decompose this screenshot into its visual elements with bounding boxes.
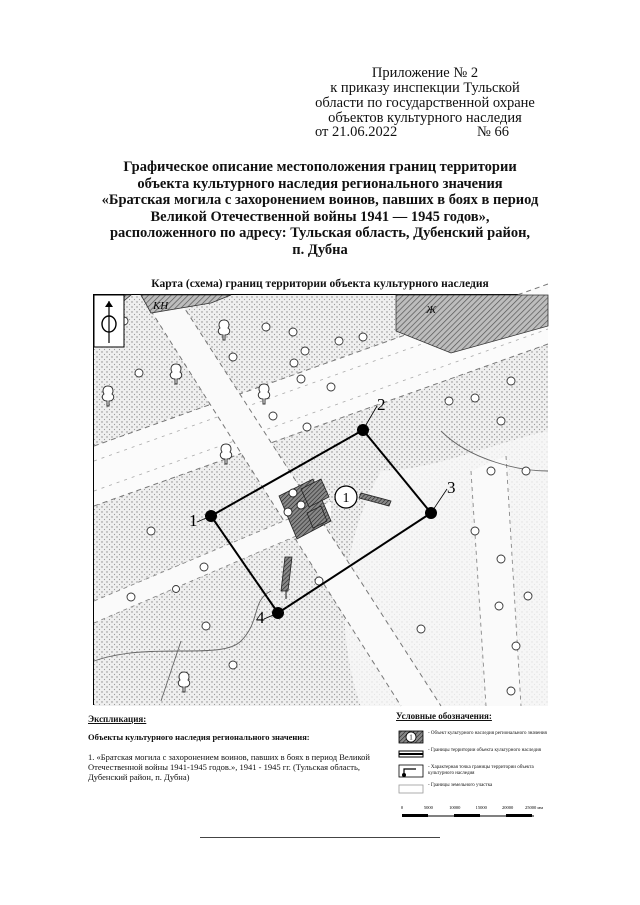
site-map — [93, 294, 547, 705]
site-map-drawing — [94, 295, 548, 706]
appendix-note — [300, 66, 550, 126]
explication-item: 1. «Братская могила с захоронением воинов, павших в боях в период Великой Отечественной войны 1941-1945 годов.», 1941 - 1945 гг. (Тульская область, Дубенский район, п. Дубна) — [88, 752, 370, 782]
scale-label: 15000 — [475, 805, 487, 810]
map-label-zh: Ж — [426, 304, 437, 316]
map-label-kn: КН — [153, 300, 169, 312]
legend-text: - Характерная точка границы территории объекта культурного наследия — [428, 765, 534, 776]
scale-label: 25000 мм — [524, 805, 544, 810]
boundary-point-label: 2 — [377, 395, 386, 414]
legend-item-boundary — [396, 747, 556, 763]
legend — [396, 711, 556, 788]
title-line: Графическое описание местоположения границ территории — [123, 159, 517, 175]
boundary-point-label: 4 — [256, 608, 265, 627]
legend-item-point — [396, 764, 556, 780]
object-number: 1 — [342, 491, 350, 506]
parcel-line-icon — [398, 782, 424, 796]
title-line: объекта культурного наследия регионального значения — [137, 175, 503, 192]
title-line: расположенного по адресу: Тульская область, Дубенский район, — [109, 225, 531, 242]
north-arrow-icon — [94, 295, 124, 347]
document-title — [70, 159, 570, 259]
svg-text:1: 1 — [409, 733, 413, 742]
boundary-point-icon — [398, 764, 424, 778]
object-symbol-icon — [398, 730, 424, 744]
order-number: № 66 — [477, 124, 509, 140]
appendix-line: к приказу инспекции Тульской — [330, 80, 520, 96]
boundary-point-label: 1 — [189, 511, 198, 530]
explication-title: Экспликация: — [88, 714, 147, 724]
legend-text: - Границы территории объекта культурного наследия — [428, 748, 541, 753]
scale-bar — [398, 800, 544, 822]
order-date: от 21.06.2022 — [315, 124, 398, 140]
appendix-line: объектов культурного наследия — [328, 110, 522, 126]
boundary-point-label: 3 — [447, 478, 456, 497]
legend-title: Условные обозначения: — [396, 711, 492, 721]
scale-label: 5000 — [423, 805, 433, 810]
legend-item-parcel — [396, 782, 556, 798]
legend-text: - Объект культурного наследия регионального значения — [428, 731, 547, 736]
boundary-line-icon — [398, 747, 424, 761]
appendix-line: области по государственной охране — [315, 95, 535, 111]
explication-subtitle: Объекты культурного наследия регионального значения: — [88, 732, 310, 742]
map-caption: Карта (схема) границ территории объекта культурного наследия — [151, 278, 489, 290]
explication — [88, 714, 378, 782]
scale-label: 10000 — [449, 805, 461, 810]
title-line: п. Дубна — [292, 241, 348, 258]
title-line: Великой Отечественной войны 1941 — 1945 годов», — [150, 208, 490, 225]
legend-item-object — [396, 730, 556, 746]
legend-text: - Границы земельного участка — [428, 783, 493, 788]
appendix-line: Приложение № 2 — [371, 65, 479, 81]
object-marker — [335, 486, 357, 508]
footer-rule — [200, 837, 440, 838]
scale-label: 0 — [400, 805, 404, 810]
scale-label: 20000 — [501, 805, 514, 810]
title-line: «Братская могила с захоронением воинов, павших в боях в период — [101, 192, 539, 209]
